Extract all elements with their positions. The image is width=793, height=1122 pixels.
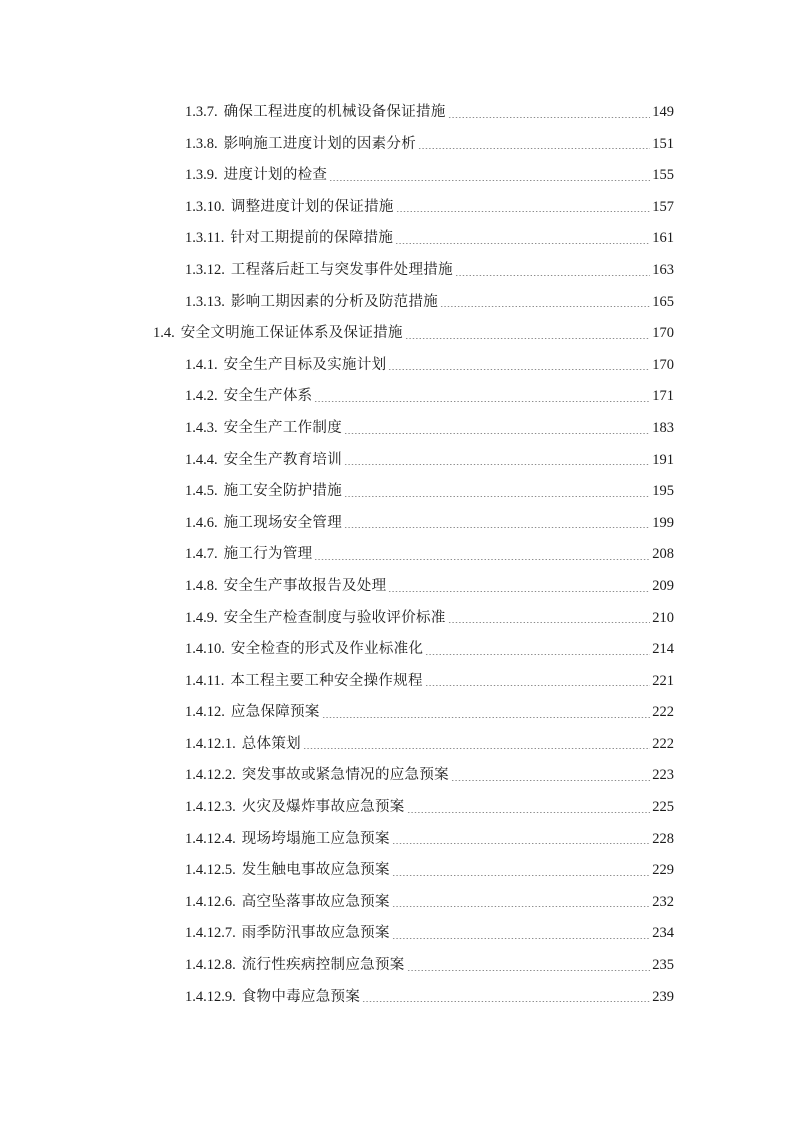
dot-leader (392, 887, 651, 919)
toc-entry[interactable] (0, 571, 793, 603)
toc-entry-number: 1.4.12. (185, 704, 225, 721)
toc-entry-page: 170 (652, 325, 674, 342)
dot-leader (388, 571, 650, 603)
dot-leader (314, 381, 650, 413)
toc-entry-page: 214 (652, 641, 674, 658)
dot-leader (448, 603, 651, 635)
toc-entry-title: 安全生产体系 (223, 388, 313, 405)
toc-entry-title: 安全生产目标及实施计划 (223, 356, 387, 373)
toc-entry-title: 影响工期因素的分析及防范措施 (230, 293, 439, 310)
toc-entry-title: 针对工期提前的保障措施 (230, 230, 394, 247)
toc-entry-number: 1.3.8. (185, 135, 218, 152)
dot-leader (344, 508, 650, 540)
dot-leader (407, 950, 651, 982)
toc-entry[interactable] (0, 350, 793, 382)
toc-entry-page: 239 (652, 988, 674, 1005)
toc-entry-title: 火灾及爆炸事故应急预案 (241, 799, 405, 816)
dot-leader (396, 192, 651, 224)
toc-entry-number: 1.4.4. (185, 451, 218, 468)
toc-entry-page: 208 (652, 546, 674, 563)
toc-entry[interactable] (0, 539, 793, 571)
toc-entry-number: 1.4.12.8. (185, 957, 236, 974)
toc-entry[interactable] (0, 287, 793, 319)
toc-entry-page: 223 (652, 767, 674, 784)
toc-entry-page: 183 (652, 419, 674, 436)
table-of-contents (0, 97, 793, 1013)
toc-entry-section[interactable] (0, 318, 793, 350)
toc-entry[interactable] (0, 729, 793, 761)
dot-leader (405, 318, 651, 350)
dot-leader (418, 129, 650, 161)
toc-entry[interactable] (0, 255, 793, 287)
toc-entry-number: 1.4.5. (185, 483, 218, 500)
toc-entry-page: 165 (652, 293, 674, 310)
dot-leader (440, 287, 650, 319)
toc-entry[interactable] (0, 697, 793, 729)
toc-entry-title: 应急保障预案 (230, 704, 320, 721)
toc-entry-title: 工程落后赶工与突发事件处理措施 (230, 261, 453, 278)
toc-entry[interactable] (0, 603, 793, 635)
toc-entry-title: 发生触电事故应急预案 (241, 862, 390, 879)
toc-entry-page: 171 (652, 388, 674, 405)
toc-entry[interactable] (0, 445, 793, 477)
toc-entry-number: 1.4.3. (185, 419, 218, 436)
toc-entry-number: 1.3.11. (185, 230, 225, 247)
toc-entry-page: 191 (652, 451, 674, 468)
toc-entry-number: 1.4.12.2. (185, 767, 236, 784)
toc-entry-page: 229 (652, 862, 674, 879)
toc-entry-page: 222 (652, 735, 674, 752)
toc-entry[interactable] (0, 129, 793, 161)
dot-leader (407, 792, 651, 824)
dot-leader (329, 160, 650, 192)
dot-leader (362, 982, 650, 1014)
toc-entry-title: 高空坠落事故应急预案 (241, 893, 390, 910)
dot-leader (395, 223, 650, 255)
dot-leader (303, 729, 650, 761)
toc-entry[interactable] (0, 855, 793, 887)
toc-entry[interactable] (0, 508, 793, 540)
toc-entry-page: 222 (652, 704, 674, 721)
toc-entry-title: 突发事故或紧急情况的应急预案 (241, 767, 449, 784)
dot-leader (314, 539, 650, 571)
toc-entry-page: 235 (652, 957, 674, 974)
toc-entry-number: 1.4.12.4. (185, 830, 236, 847)
toc-entry-title: 安全文明施工保证体系及保证措施 (180, 325, 403, 342)
toc-entry-title: 雨季防汛事故应急预案 (241, 925, 390, 942)
toc-entry-title: 影响施工进度计划的因素分析 (223, 135, 417, 152)
dot-leader (392, 824, 651, 856)
dot-leader (425, 634, 650, 666)
toc-entry[interactable] (0, 413, 793, 445)
toc-entry-number: 1.4.12.9. (185, 988, 236, 1005)
toc-entry-title: 确保工程进度的机械设备保证措施 (223, 104, 446, 120)
dot-leader (425, 666, 651, 698)
toc-entry[interactable] (0, 160, 793, 192)
toc-entry-number: 1.4. (153, 325, 175, 342)
toc-entry-page: 195 (652, 483, 674, 500)
toc-entry-title: 施工行为管理 (223, 546, 313, 563)
toc-entry-number: 1.4.6. (185, 514, 218, 531)
toc-entry-number: 1.3.10. (185, 198, 225, 215)
dot-leader (455, 255, 650, 287)
toc-entry-page: 221 (652, 672, 674, 689)
toc-entry[interactable] (0, 666, 793, 698)
toc-entry[interactable] (0, 760, 793, 792)
toc-entry[interactable] (0, 792, 793, 824)
toc-entry-number: 1.3.12. (185, 261, 225, 278)
toc-entry-title: 安全生产事故报告及处理 (223, 577, 387, 594)
toc-entry[interactable] (0, 381, 793, 413)
toc-entry[interactable] (0, 950, 793, 982)
toc-entry-number: 1.3.9. (185, 167, 218, 184)
toc-entry-title: 现场垮塌施工应急预案 (241, 830, 390, 847)
toc-entry[interactable] (0, 223, 793, 255)
dot-leader (451, 760, 650, 792)
toc-entry-title: 施工现场安全管理 (223, 514, 343, 531)
toc-entry-title: 施工安全防护措施 (223, 483, 343, 500)
toc-entry[interactable] (0, 192, 793, 224)
toc-entry-number: 1.4.9. (185, 609, 218, 626)
toc-entry-number: 1.4.12.1. (185, 735, 236, 752)
toc-entry[interactable] (0, 887, 793, 919)
toc-entry-page: 155 (652, 167, 674, 184)
toc-entry-number: 1.4.12.6. (185, 893, 236, 910)
toc-entry-page: 157 (652, 198, 674, 215)
toc-entry[interactable] (0, 97, 793, 129)
toc-entry[interactable] (0, 918, 793, 950)
toc-entry-number: 1.4.8. (185, 577, 218, 594)
toc-entry-number: 1.4.10. (185, 641, 225, 658)
toc-entry-page: 149 (652, 104, 674, 120)
dot-leader (322, 697, 651, 729)
toc-entry-title: 安全生产检查制度与验收评价标准 (223, 609, 446, 626)
toc-entry-title: 调整进度计划的保证措施 (230, 198, 394, 215)
dot-leader (344, 445, 650, 477)
toc-entry-page: 232 (652, 893, 674, 910)
toc-entry-number: 1.4.11. (185, 672, 225, 689)
toc-entry-page: 228 (652, 830, 674, 847)
toc-entry-title: 安全生产教育培训 (223, 451, 343, 468)
toc-entry-page: 151 (652, 135, 674, 152)
dot-leader (344, 413, 650, 445)
toc-entry[interactable] (0, 982, 793, 1014)
toc-entry-title: 总体策划 (241, 735, 301, 752)
toc-entry-page: 234 (652, 925, 674, 942)
dot-leader (392, 918, 651, 950)
dot-leader (388, 350, 650, 382)
toc-entry-title: 流行性疾病控制应急预案 (241, 957, 405, 974)
toc-entry-title: 安全生产工作制度 (223, 419, 343, 436)
toc-entry-page: 170 (652, 356, 674, 373)
toc-entry-number: 1.4.12.3. (185, 799, 236, 816)
toc-entry-number: 1.4.2. (185, 388, 218, 405)
toc-entry-title: 进度计划的检查 (223, 167, 328, 184)
toc-entry-number: 1.4.7. (185, 546, 218, 563)
toc-entry-page: 199 (652, 514, 674, 531)
toc-entry-page: 209 (652, 577, 674, 594)
toc-entry[interactable] (0, 634, 793, 666)
toc-entry-title: 食物中毒应急预案 (241, 988, 361, 1005)
toc-entry-title: 本工程主要工种安全操作规程 (230, 672, 423, 689)
toc-entry-page: 163 (652, 261, 674, 278)
toc-entry[interactable] (0, 824, 793, 856)
toc-entry-title: 安全检查的形式及作业标准化 (230, 641, 424, 658)
toc-entry-page: 161 (652, 230, 674, 247)
dot-leader (448, 97, 651, 129)
dot-leader (344, 476, 650, 508)
toc-entry-page: 225 (652, 799, 674, 816)
toc-entry-number: 1.3.13. (185, 293, 225, 310)
toc-entry-number: 1.4.12.5. (185, 862, 236, 879)
toc-entry-page: 210 (652, 609, 674, 626)
toc-entry-number: 1.3.7. (185, 104, 218, 120)
toc-entry-number: 1.4.1. (185, 356, 218, 373)
toc-entry[interactable] (0, 476, 793, 508)
dot-leader (392, 855, 651, 887)
toc-entry-number: 1.4.12.7. (185, 925, 236, 942)
